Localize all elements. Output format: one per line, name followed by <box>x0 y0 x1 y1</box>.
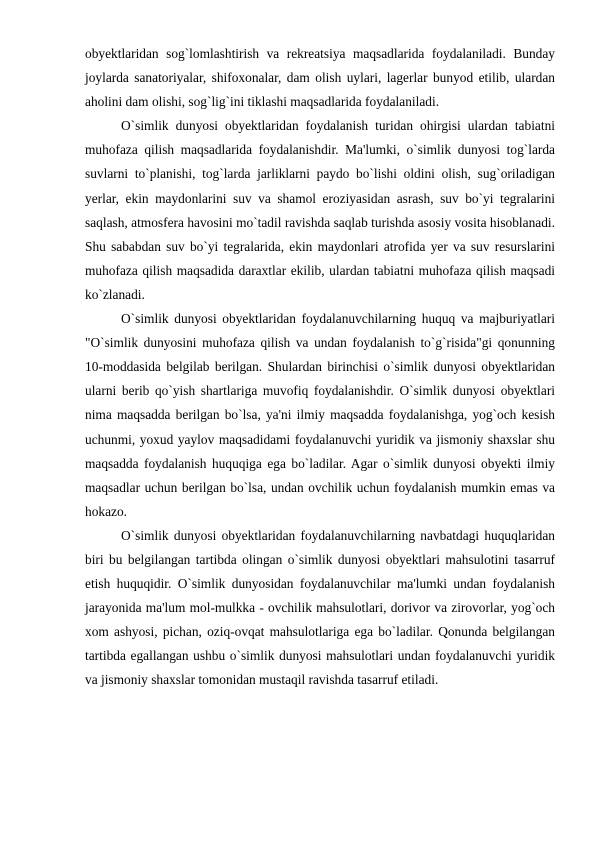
paragraph-continuation: obyektlaridan sog`lomlashtirish va rekreatsiya maqsadlarida foydalaniladi. Bunday joylarda sanatoriyalar, shifoxonalar, dam olish uylari, lagerlar bunyod etilib, ulardan aholini dam olishi, sog`lig`ini tiklashi maqsadlarida foydalaniladi. <box>85 46 555 110</box>
paragraph-product-disposal: O`simlik dunyosi obyektlaridan foydalanuvchilarning navbatdagi huquqlaridan biri bu belgilangan tartibda olingan o`simlik dunyosi obyektlari mahsulotini tasarruf etish huquqidir. O`simlik dunyosidan foydalanuvchilar ma'lumki undan foydalanish jarayonida ma'lum mol-mulkka - ovchilik mahsulotlari, dorivor va zirovorlar, yog`och xom ashyosi, pichan, oziq-ovqat mahsulotlariga ega bo`ladilar. Qonunda belgilangan tartibda egallangan ushbu o`simlik dunyosi mahsulotlari undan foydalanuvchi yuridik va jismoniy shaxslar tomonidan mustaqil ravishda tasarruf etiladi. <box>85 527 555 688</box>
paragraph-user-rights: O`simlik dunyosi obyektlaridan foydalanuvchilarning huquq va majburiyatlari "O`simlik dunyosini muhofaza qilish va undan foydalanish to`g`risida"gi qonunning 10-moddasida belgilab berilgan. Shulardan birinchisi o`simlik dunyosi obyektlaridan ularni berib qo`yish shartlariga muvofiq foydalanishdir. O`simlik dunyosi obyektlari nima maqsadda berilgan bo`lsa, ya'ni ilmiy maqsadda foydalanishga, yog`och kesish uchunmi, yoxud yaylov maqsadidami foydalanuvchi yuridik va jismoniy shaxslar shu maqsadda foydalanish huquqiga ega bo`ladilar. Agar o`simlik dunyosi obyekti ilmiy maqsadlar uchun berilgan bo`lsa, undan ovchilik uchun foydalanish mumkin emas va hokazo. <box>85 311 555 519</box>
document-page <box>85 42 555 693</box>
paragraph-nature-protection: O`simlik dunyosi obyektlaridan foydalanish turidan ohirgisi ulardan tabiatni muhofaza qilish maqsadlarida foydalanishdir. Ma'lumki, o`simlik dunyosi tog`larda suvlarni to`planishi, tog`larda jarliklarni paydo bo`lishi oldini olish, sug`oriladigan yerlar, ekin maydonlarini suv va shamol eroziyasidan asrash, suv bo`yi tegralarini saqlash, atmosfera havosini mo`tadil ravishda saqlab turishda asosiy vosita hisoblanadi. Shu sababdan suv bo`yi tegralarida, ekin maydonlari atrofida yer va suv resurslarini muhofaza qilish maqsadida daraxtlar ekilib, ulardan tabiatni muhofaza qilish maqsadi ko`zlanadi. <box>85 118 555 302</box>
